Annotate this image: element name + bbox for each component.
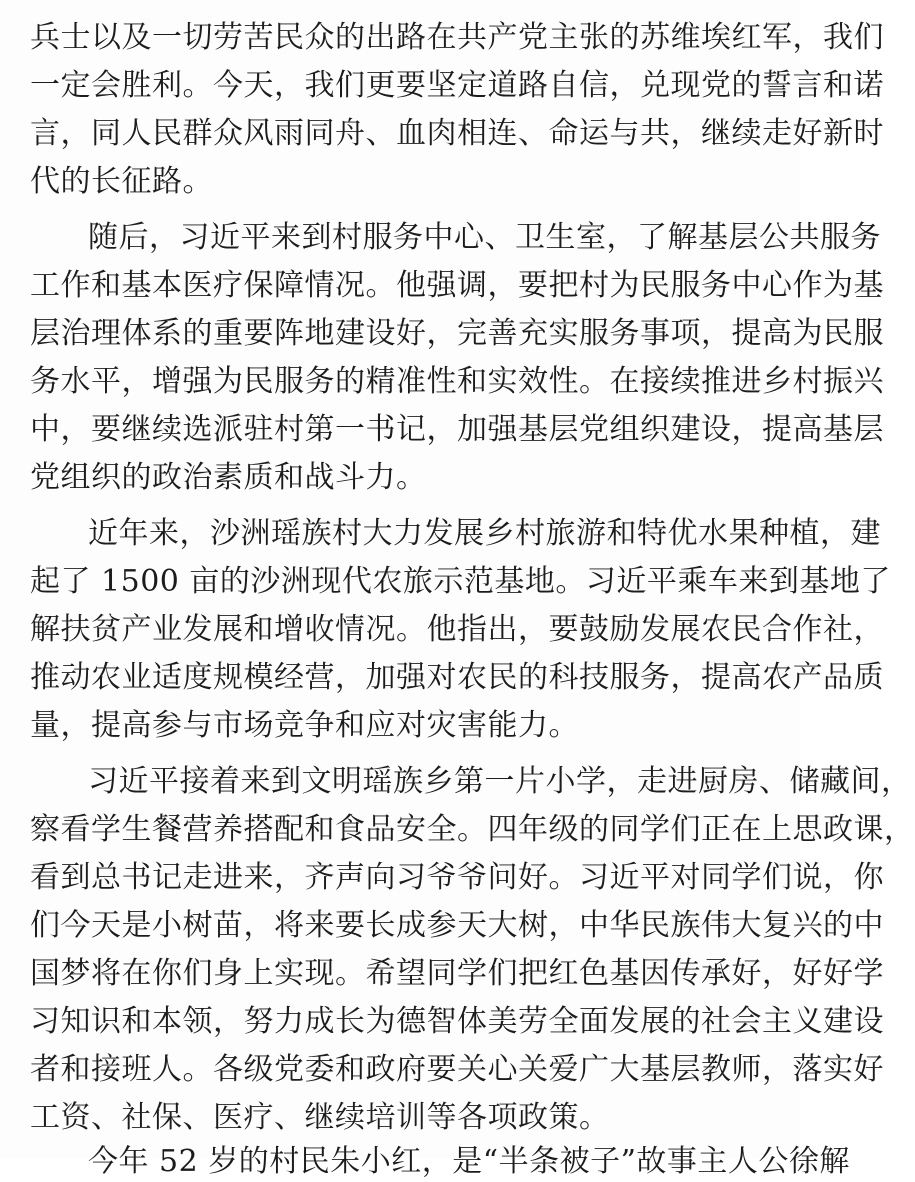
text-line: 推动农业适度规模经营，加强对农民的科技服务，提高农产品质 <box>30 660 884 695</box>
text-line: 解扶贫产业发展和增收情况。他指出，要鼓励发展农民合作社， <box>30 612 884 647</box>
text-line: 务水平，增强为民服务的精准性和实效性。在接续推进乡村振兴 <box>30 364 884 399</box>
paragraph-first-line: 今年 52 岁的村民朱小红，是“半条被子”故事主人公徐解 <box>88 1144 850 1179</box>
text-line: 起了 1500 亩的沙洲现代农旅示范基地。习近平乘车来到基地了 <box>30 564 891 599</box>
text-line: 者和接班人。各级党委和政府要关心关爱广大基层教师，落实好 <box>30 1052 884 1087</box>
text-line: 层治理体系的重要阵地建设好，完善充实服务事项，提高为民服 <box>30 316 884 351</box>
text-line: 习知识和本领，努力成长为德智体美劳全面发展的社会主义建设 <box>30 1004 884 1039</box>
text-line: 工作和基本医疗保障情况。他强调，要把村为民服务中心作为基 <box>30 268 884 303</box>
text-line: 工资、社保、医疗、继续培训等各项政策。 <box>30 1100 610 1135</box>
text-line: 兵士以及一切劳苦民众的出路在共产党主张的苏维埃红军，我们 <box>30 20 884 55</box>
text-line: 们今天是小树苗，将来要长成参天大树，中华民族伟大复兴的中 <box>30 908 884 943</box>
text-line: 党组织的政治素质和战斗力。 <box>30 460 427 495</box>
text-line: 中，要继续选派驻村第一书记，加强基层党组织建设，提高基层 <box>30 412 884 447</box>
text-line: 量，提高参与市场竞争和应对灾害能力。 <box>30 708 579 743</box>
text-line: 言，同人民群众风雨同舟、血肉相连、命运与共，继续走好新时 <box>30 116 884 151</box>
paragraph-first-line: 习近平接着来到文明瑶族乡第一片小学，走进厨房、储藏间， <box>88 764 912 799</box>
text-line: 国梦将在你们身上实现。希望同学们把红色基因传承好，好好学 <box>30 956 884 991</box>
paragraph-first-line: 随后，习近平来到村服务中心、卫生室，了解基层公共服务 <box>88 220 881 255</box>
text-line: 察看学生餐营养搭配和食品安全。四年级的同学们正在上思政课， <box>30 812 915 847</box>
text-line: 代的长征路。 <box>30 164 213 199</box>
text-line: 看到总书记走进来，齐声向习爷爷问好。习近平对同学们说，你 <box>30 860 884 895</box>
text-line: 一定会胜利。今天，我们更要坚定道路自信，兑现党的誓言和诺 <box>30 68 884 103</box>
paragraph-first-line: 近年来，沙洲瑶族村大力发展乡村旅游和特优水果种植，建 <box>88 516 881 551</box>
